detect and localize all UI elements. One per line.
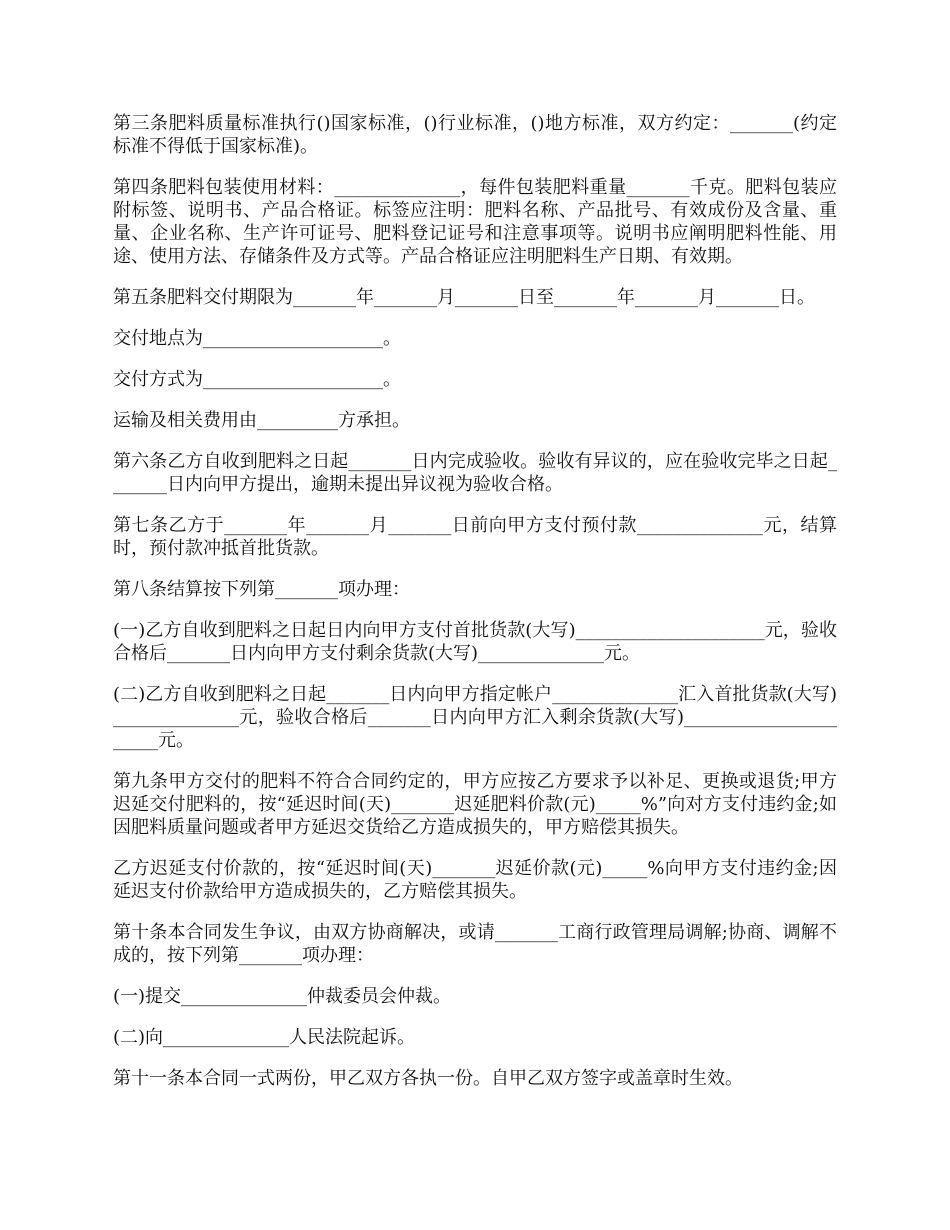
clause-6-acceptance: 第六条乙方自收到肥料之日起_______日内完成验收。验收有异议的，应在验收完毕之日起_______日内向甲方提出，逾期未提出异议视为验收合格。 — [113, 451, 837, 495]
clause-3-quality-standard: 第三条肥料质量标准执行()国家标准，()行业标准，()地方标准，双方约定：_______(约定标准不得低于国家标准)。 — [113, 113, 837, 157]
settlement-option-2: (二)乙方自收到肥料之日起_______日内向甲方指定帐户______________汇入首批货款(大写)______________元，验收合格后_______日内向甲方汇入剩余货款(大写)______________________元。 — [113, 684, 837, 751]
clause-11-copies: 第十一条本合同一式两份，甲乙双方各执一份。自甲乙双方签字或盖章时生效。 — [113, 1068, 743, 1089]
delivery-location: 交付地点为____________________。 — [113, 328, 401, 349]
clause-8-settlement: 第八条结算按下列第_______项办理： — [113, 579, 410, 600]
delivery-method: 交付方式为____________________。 — [113, 369, 401, 390]
document-body — [113, 112, 837, 1108]
clause-7-prepayment: 第七条乙方于_______年_______月_______日前向甲方支付预付款______________元，结算时，预付款冲抵首批货款。 — [113, 515, 837, 559]
dispute-option-court: (二)向______________人民法院起诉。 — [113, 1027, 416, 1048]
clause-9-breach-seller: 第九条甲方交付的肥料不符合合同约定的，甲方应按乙方要求予以补足、更换或退货;甲方迟延交付肥料的，按“延迟时间(天)_______迟延肥料价款(元)_____%”向对方支付违约金;如因肥料质量问题或者甲方延迟交货给乙方造成损失的，甲方赔偿其损失。 — [113, 771, 837, 838]
breach-buyer: 乙方迟延支付价款的，按“延迟时间(天)_______迟延价款(元)_____%向甲方支付违约金;因延迟支付价款给甲方造成损失的，乙方赔偿其损失。 — [113, 858, 837, 902]
settlement-option-1: (一)乙方自收到肥料之日起日内向甲方支付首批货款(大写)_____________________元，验收合格后_______日内向甲方支付剩余货款(大写)______________元。 — [113, 620, 837, 664]
transport-costs: 运输及相关费用由_________方承担。 — [113, 410, 410, 431]
clause-5-delivery-period: 第五条肥料交付期限为_______年_______月_______日至_______年_______月_______日。 — [113, 287, 815, 308]
clause-4-packaging: 第四条肥料包装使用材料：______________，每件包装肥料重量_______千克。肥料包装应附标签、说明书、产品合格证。标签应注明：肥料名称、产品批号、有效成份及含量、重量、企业名称、生产许可证号、肥料登记证号和注意事项等。说明书应阐明肥料性能、用途、使用方法、存储条件及方式等。产品合格证应注明肥料生产日期、有效期。 — [113, 177, 837, 267]
clause-10-disputes: 第十条本合同发生争议，由双方协商解决，或请_______工商行政管理局调解;协商、调解不成的，按下列第_______项办理： — [113, 922, 837, 966]
dispute-option-arbitration: (一)提交______________仲裁委员会仲裁。 — [113, 986, 452, 1007]
